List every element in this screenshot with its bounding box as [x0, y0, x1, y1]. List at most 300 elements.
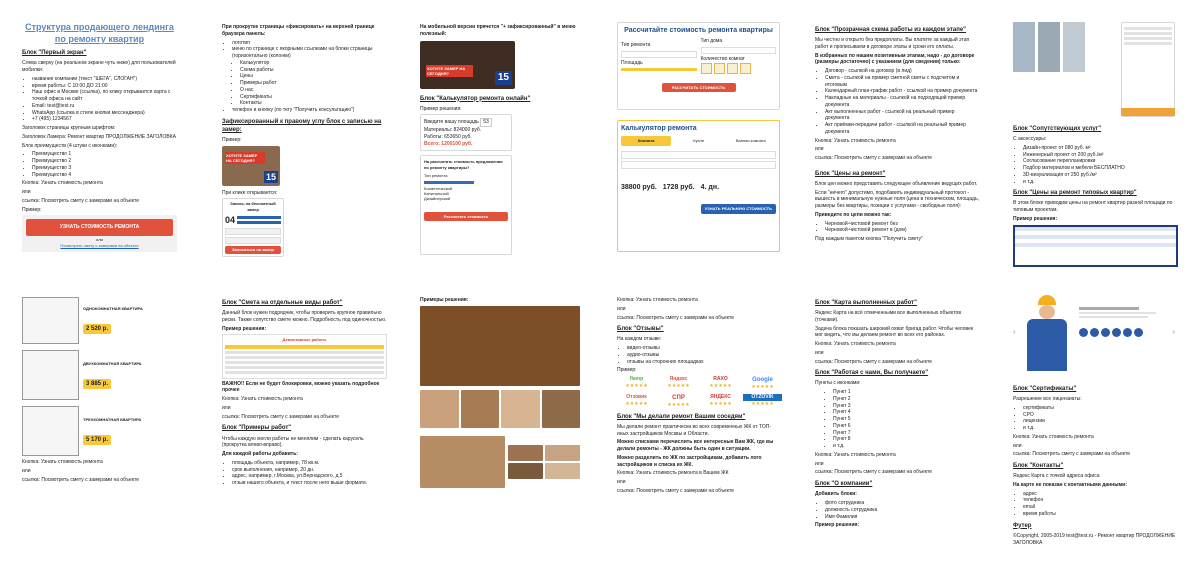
review-types-list: [627, 345, 782, 365]
option[interactable]: [1124, 27, 1172, 30]
text: Можно разделить по ЖК по застройщикам, добавить лого застройщиков и списка их ЖК.: [617, 454, 762, 468]
text: ссылка: Посмотреть смету с замерами на объекте: [22, 476, 140, 483]
list-item: • Смета - ссылкой на пример сметной сметы с подсчетом и итоговым: [825, 75, 980, 89]
gallery-card: [420, 436, 580, 488]
text: или: [815, 146, 824, 153]
work-details-list: [232, 460, 387, 487]
area-input[interactable]: 53: [480, 118, 492, 127]
info-line: [1079, 316, 1148, 318]
list-item: • Калькулятор: [240, 60, 382, 67]
page-12: [1013, 295, 1178, 545]
text: или: [22, 467, 31, 474]
text: Заголовок страницы крупным шрифтом:: [22, 125, 116, 132]
list-item: • срок выполнения, например, 20 дн.: [232, 467, 387, 474]
house-type-select[interactable]: [701, 47, 777, 54]
platform-logo[interactable]: RAXO ★★★★★: [709, 376, 732, 389]
block-heading: Блок "Цены на ремонт типовых квартир": [1013, 190, 1137, 197]
list-item: • Схема работы: [240, 67, 382, 74]
list-item: • телефон и кнопку (по тегу "Получить консультацию"): [232, 107, 382, 114]
text: Кнопка: Узнать стоимость ремонта: [815, 137, 896, 144]
page-6: [1013, 22, 1178, 267]
list-item: • Преимущество 1: [32, 151, 177, 158]
date-row: [225, 214, 281, 226]
list-item: • должность сотрудника: [825, 507, 980, 514]
radio-option[interactable]: Косметический: [424, 185, 452, 191]
text: Кнопка: Узнать стоимость ремонта в Вашем ЖК: [617, 470, 729, 477]
apartment-price[interactable]: 5 170 р.: [83, 435, 111, 445]
list-item: • Согласование перепланировки: [1023, 158, 1178, 165]
photo: [1063, 22, 1085, 72]
badge-icon: [1101, 328, 1110, 337]
text: или: [96, 237, 103, 243]
text: Кнопка: Узнать стоимость ремонта: [22, 459, 103, 465]
text: или: [815, 349, 824, 356]
certificates-list: [1023, 405, 1178, 432]
contact-list: [32, 76, 177, 123]
work-photo-thumb[interactable]: [420, 390, 459, 428]
services-list: [1023, 145, 1178, 186]
banner-title: ХОТИТЕ ЗАМЕР НА СЕГОДНЯ?: [225, 152, 265, 165]
list-item: • Примеры работ: [240, 80, 382, 87]
text: ссылка: Посмотреть смету с замерами на объекте: [22, 197, 140, 204]
block-heading: Зафиксированный к правому углу блок с записью на замер:: [222, 118, 382, 133]
helmet: [1038, 295, 1056, 305]
list-item: • Черновой-чистовой ремонт без: [825, 221, 980, 228]
list-item: • телефон: [1023, 497, 1178, 504]
text: Кнопка: Узнать стоимость ремонта: [1013, 433, 1094, 440]
apartment-2: [22, 349, 182, 401]
floorplan: [22, 297, 79, 344]
block-heading: Блок "Калькулятор ремонта онлайн": [420, 95, 531, 102]
calculator-screenshot: [1013, 22, 1175, 117]
text: Если "ничего" допустимо, подобавить индивидуальный протокол - вышесть в минимальную нужные поля (цена в техническом, площадь, размеры без квартиры, позиции с услугами - свободные поля):: [815, 189, 979, 210]
list-item: • и т.д.: [1023, 179, 1178, 186]
docs-list: [825, 68, 980, 136]
list-item: • Преимущество 4: [32, 172, 177, 179]
list-item: • Накладные на материалы - ссылкой на подходящий пример документа: [825, 95, 980, 109]
radio-option[interactable]: Дизайнерский: [424, 196, 451, 202]
block-heading: Блок "Работая с нами, Вы получаете": [815, 370, 929, 377]
text: Добавить блоки:: [815, 491, 857, 498]
list-item: • Дизайн-проект от 080 руб. м²: [1023, 145, 1178, 152]
calc-title: Рассчитайте стоимость ремонта квартиры: [624, 27, 773, 34]
worker-photo: [1023, 295, 1071, 375]
text: Блок преимуществ (4 штуки с иконками):: [22, 142, 118, 149]
list-item: • лицензии: [1023, 418, 1178, 425]
text: Под каждым пакетом кнопка "Получить смету": [815, 236, 923, 243]
work-photo-thumb[interactable]: [545, 445, 580, 461]
photo-strip: [420, 390, 580, 428]
page-11: [815, 295, 980, 540]
list-item: • Цены: [240, 73, 382, 80]
text: Задача блока показать широкий охват бригад работ. Чтобы человек мог видеть, что мы делаем ремонт во всех его районах.: [815, 325, 974, 339]
list-item: • и т.д.: [833, 443, 980, 450]
area-row: [424, 118, 508, 127]
measure-banner[interactable]: [222, 146, 280, 186]
text: В избранных по нашим позитивным этапам, надо - до договоре (размеры достаточно) с указанием (для сведения) только:: [815, 52, 975, 66]
tab-room[interactable]: Комната: [621, 136, 671, 145]
badge-icon: [1090, 328, 1099, 337]
text: Кнопка: Узнать стоимость ремонта: [815, 341, 896, 348]
time-slots: [237, 214, 281, 226]
list-item: • Контакты: [240, 100, 382, 107]
page-3: [420, 22, 580, 262]
text: ссылка: Посмотреть смету с замерами на объекте: [1013, 451, 1131, 458]
mobile-banner[interactable]: [420, 41, 515, 89]
calculate-button[interactable]: Рассчитать стоимость: [424, 212, 508, 221]
page-4: [617, 22, 780, 257]
block-heading: Футер: [1013, 522, 1032, 529]
banner-number: 15: [265, 171, 276, 182]
list-item: • отзывы на сторонних площадках: [627, 359, 782, 366]
text: Заголовок Ламера: Ремонт квартир ПРОДОЛЖЕНИЕ ЗАГОЛОВКА: [22, 133, 176, 140]
platform-logo[interactable]: OTZOVIK ★★★★★: [743, 394, 782, 409]
text: В этом блоке приводим цены на ремонт квартир разной площади по типовым проектам.: [1013, 200, 1173, 214]
block-heading: Блок "Первый экран": [22, 50, 87, 57]
block-heading: Блок "Мы делали ремонт Вашим соседям": [617, 413, 746, 420]
page-10: [617, 295, 782, 525]
list-item: • Сертификаты: [240, 94, 382, 101]
mobile-calculator: [420, 155, 512, 255]
text: ссылка: Посмотреть смету с замерами на объекте: [617, 487, 735, 494]
option[interactable]: [1124, 42, 1172, 45]
option[interactable]: [1124, 32, 1172, 35]
field-label: Количество комнат: [700, 56, 745, 63]
list-item: • Пункт 6: [833, 423, 980, 430]
block-heading: Блок "Карта выполненных работ": [815, 300, 917, 306]
works-total: Работы: 653650 руб.: [424, 133, 472, 140]
rooms-picker[interactable]: [701, 63, 777, 77]
area-label: Введите вашу площадь: [424, 119, 479, 126]
banner-title: ХОТИТЕ ЗАМЕР НА СЕГОДНЯ?: [426, 65, 473, 78]
list-item: • меню по странице с якорными ссылками на блоки страницы (горизонтально (колонки): [232, 46, 382, 60]
list-item: • Подбор материалов и мебели БЕСПЛАТНО: [1023, 165, 1178, 172]
work-photo-main[interactable]: [420, 306, 580, 386]
table-row: [225, 356, 384, 359]
grand-total: Всего: 1200100 руб.: [424, 140, 473, 147]
benefits-list: [833, 389, 980, 450]
text: С аксессуары:: [1013, 136, 1047, 143]
field-group: [701, 38, 777, 76]
result-materials: 1728 руб.: [662, 183, 695, 191]
text: ссылка: Посмотреть смету с замерами на объекте: [815, 469, 933, 476]
footer-text: ©Copyright, 2005-2019 test@test.ru - Ремонт квартир ПРОДОЛЖЕНИЕ ЗАГОЛОВКА: [1013, 532, 1176, 545]
apartment-title: ТРЕХКОМНАТНАЯ КВАРТИРА: [83, 417, 142, 423]
list-item: • Договор - ссылкой на договор (в лид): [825, 68, 980, 75]
text: Приведите по цепи можно так:: [815, 211, 892, 218]
block-heading: Блок "Сопутствующих услуг": [1013, 126, 1102, 132]
badge-icon: [1123, 328, 1132, 337]
text: На каждом отзыве:: [617, 336, 662, 343]
text: ссылка: Посмотреть смету с замерами на объекте: [815, 155, 933, 162]
slot[interactable]: [237, 221, 281, 224]
text: Яндекс Карта с точкой адреса офиса: [1013, 473, 1100, 480]
list-item: • отзыв нашего объекта, и текст после него выше формате.: [232, 480, 387, 487]
text: Кнопка: Узнать стоимость ремонта: [222, 396, 303, 403]
info-line: [1079, 312, 1156, 314]
page-2: [222, 22, 382, 262]
order-button[interactable]: [1121, 108, 1175, 116]
text: или: [815, 460, 824, 467]
list-item: • О нас: [240, 87, 382, 94]
cta-example: [22, 215, 177, 252]
apartment-info: [83, 306, 182, 333]
option-label: Тип ремонта: [424, 173, 448, 179]
text: или: [617, 305, 626, 312]
chevron-right-icon[interactable]: ›: [1172, 327, 1175, 336]
options-panel: [1121, 22, 1175, 117]
price-table: [1013, 225, 1178, 267]
result-days: 4. дн.: [700, 183, 720, 191]
list-item: • Наш офис в Москве (ссылка), по клику открывается карта с точкой офиса на сайт: [32, 89, 177, 103]
text: Кнопка: Узнать стоимость ремонта: [22, 180, 103, 187]
apartment-info: [83, 361, 182, 388]
text: Чтобы каждую могли работы не менялим - сделать карусель (прокрутка влево-вправо).: [222, 435, 364, 449]
calculate-button[interactable]: РАССЧИТАТЬ СТОИМОСТЬ: [662, 83, 736, 92]
work-photo-thumb[interactable]: [542, 390, 581, 428]
materials-total: Материалы: 824000 руб.: [424, 127, 482, 134]
text: Примеры решения:: [420, 297, 469, 303]
calculator-widget: [420, 114, 512, 151]
field-label: Тип дома: [700, 38, 723, 45]
fields-row: [621, 38, 776, 76]
apartment-price[interactable]: 2 520 р.: [83, 324, 111, 334]
apartment-title: ОДНОКОМНАТНАЯ КВАРТИРА: [83, 306, 143, 312]
cost-calculator-2: [617, 120, 780, 252]
work-photo-thumb[interactable]: [545, 463, 580, 479]
field-label: Тип ремонта: [621, 41, 651, 48]
text: Пример решения:: [1013, 215, 1058, 222]
text: На мобильной версии прячется "+ зафиксированный" в меню полезный:: [420, 24, 576, 37]
estimate-table: [222, 334, 387, 378]
date-value[interactable]: 04: [225, 215, 236, 226]
table-row: [225, 366, 384, 369]
cta-button[interactable]: УЗНАТЬ СТОИМОСТЬ РЕМОНТА: [26, 219, 173, 236]
block-heading: Блок "Цены на ремонт": [815, 170, 886, 177]
apartment-price[interactable]: 3 885 р.: [83, 379, 111, 389]
text: ссылка: Посмотреть смету с замерами на объекте: [617, 314, 735, 321]
apartment-3: [22, 405, 182, 457]
list-item: • Пункт 3: [833, 403, 980, 410]
page-5: [815, 22, 980, 257]
thumb-grid: [508, 445, 580, 479]
text: Кнопка: Узнать стоимость ремонта: [815, 451, 896, 458]
photo: [1038, 22, 1060, 72]
list-item: • Черновой-чистовой ремонт в (дом): [825, 227, 980, 234]
work-photo-thumb[interactable]: [501, 390, 540, 428]
text: ссылка: Посмотреть смету с замерами на объекте: [222, 413, 340, 420]
list-item: • Пункт 2: [833, 396, 980, 403]
list-item: • Пункт 7: [833, 430, 980, 437]
list-item: • название компании (текст "ШЕГА", СЛОГАН"): [32, 76, 177, 83]
text: Для каждой работы добавить:: [222, 451, 298, 458]
apartment-title: ДВУХКОМНАТНАЯ КВАРТИРА: [83, 361, 142, 367]
result-price: 38800 руб.: [621, 183, 657, 191]
platform-logo[interactable]: СПР ★★★★★: [667, 394, 690, 409]
repair-type-select[interactable]: [621, 51, 697, 58]
work-photo-thumb[interactable]: [461, 390, 500, 428]
apartment-info: [83, 417, 182, 444]
text: или: [222, 404, 231, 411]
text: При прокрутке страницы «фиксировать» на верхней границе браузера панель:: [222, 24, 375, 37]
list-item: • Email: test@test.ru: [32, 103, 177, 110]
text: Мы делали ремонт практически во всех современных ЖК от ТОП-иных застройщиков Москвы и Области.: [617, 423, 772, 437]
text: ВАЖНО!! Если не будет блокировки, можно указать подробное прочее: [222, 380, 380, 394]
question: На рассчитать стоимость предложения по ремонту квартиры?: [424, 159, 503, 170]
worker-info: [1079, 305, 1165, 337]
radio-option[interactable]: Капитальный: [424, 190, 449, 196]
text: или: [22, 189, 31, 196]
list-item: • площадь объекта, например, 78 кв.м.: [232, 460, 387, 467]
text: Данный блок нужен подрядчик, чтобы проверить крупное правильно риски. Также сопутство смете можно. Подробность под одиночностью.: [222, 310, 387, 323]
banner-number: 15: [495, 71, 512, 85]
action-row: [621, 204, 776, 213]
form-title: Запись на бесплатный замер: [230, 201, 276, 212]
phone-field[interactable]: [225, 237, 281, 244]
list-item: • фото сотрудника: [825, 500, 980, 507]
list-item: • 3D-визуализация от 250 руб./м²: [1023, 172, 1178, 179]
list-item: • логотип: [232, 40, 382, 47]
field-group: [621, 42, 697, 74]
chevron-left-icon[interactable]: ‹: [1013, 327, 1016, 336]
list-item: • Преимущество 3: [32, 165, 177, 172]
list-item: • Пункт 8: [833, 436, 980, 443]
apartment-1: [22, 295, 182, 345]
page-8: [222, 295, 387, 505]
list-item: • аудио-отзывы: [627, 352, 782, 359]
table-header: [225, 345, 384, 349]
review-platforms: [617, 376, 782, 409]
text: На карте не показан с контактными данными:: [1013, 481, 1127, 488]
text: Пример:: [22, 206, 42, 213]
table-row: [1015, 243, 1176, 247]
block-heading: Блок "Примеры работ": [222, 425, 292, 432]
block-heading: Блок "Отзывы": [617, 326, 664, 333]
page-1: [22, 22, 177, 257]
field-label: Площадь: [621, 59, 643, 66]
list-item: • Пункт 4: [833, 409, 980, 416]
list-item: • Инженерный проект от 200 руб./м²: [1023, 152, 1178, 159]
text: Разрешение все лицензиаты:: [1013, 396, 1082, 403]
platform-logo[interactable]: Отзовик ★★★★★: [625, 393, 648, 407]
block-heading: Блок "Сертификаты": [1013, 386, 1077, 392]
cost-calculator-1: [617, 22, 780, 110]
list-item: • адрес, например, г.Москва, ул.Вернадского, д.5: [232, 473, 387, 480]
table-body: [1015, 227, 1176, 265]
tab-kitchen[interactable]: Кухня: [693, 138, 704, 144]
select-field[interactable]: [621, 161, 776, 169]
work-photo-thumb[interactable]: [508, 463, 543, 479]
packages-list: [825, 221, 980, 235]
list-item: • Имя Фамилия: [825, 514, 980, 521]
text: Пример:: [617, 367, 637, 374]
block-heading: Блок "Прозрачная схема работы из каждом этапе": [815, 27, 967, 33]
table-row: [225, 361, 384, 364]
slider[interactable]: [424, 181, 474, 184]
list-item: • Пункт 5: [833, 416, 980, 423]
page-9: [420, 295, 580, 543]
calc-title: Калькулятор ремонта: [621, 125, 697, 132]
badge-icon: [1079, 328, 1088, 337]
list-item: • Календарный план-график работ - ссылкой на пример документа: [825, 88, 980, 95]
floorplan: [22, 406, 79, 456]
list-item: • Акт приёмки-передачи работ - ссылкой на реальный пример документа: [825, 122, 980, 136]
platform-logo[interactable]: Яндекс ★★★★★: [667, 376, 690, 389]
text: Мы честно и открыто без предоплаты. Вы платите за каждый этап работ и прописываем в договоре этапы и сроки его оплаты.: [815, 37, 970, 50]
text: При клике открывается:: [222, 189, 278, 196]
slot[interactable]: [237, 216, 281, 219]
photo: [1013, 22, 1035, 72]
contacts-list: [1023, 491, 1178, 518]
submit-button[interactable]: Записаться на замер: [225, 246, 281, 253]
tab-row: [621, 136, 776, 145]
platform-logo[interactable]: flamp ★★★★★: [625, 376, 648, 389]
list-item: • Преимущество 2: [32, 158, 177, 165]
results-row: [621, 183, 776, 192]
text: Яндекс Карта на всё отмеченными все выполненных объектов (точками).: [815, 310, 961, 323]
list-item: • время работы: С 10:00 ДО 21:00: [32, 83, 177, 90]
text: Слева сверху (на реальном экране чуть ниже) для пользователей мобилки:: [22, 60, 176, 74]
staff-fields-list: [825, 500, 980, 520]
text: Пункты с иконками:: [815, 380, 861, 387]
block-heading: Блок "Смета на отдельные виды работ": [222, 300, 343, 306]
text: Пример решения:: [222, 325, 267, 332]
uniform: [1027, 319, 1067, 371]
text: или: [617, 479, 626, 486]
block-heading: Блок "О компании": [815, 481, 873, 488]
team-slider: [1013, 295, 1175, 375]
text: Кнопка: Узнать стоимость ремонта: [617, 297, 698, 303]
face: [1039, 305, 1055, 319]
list-item: • время работы: [1023, 511, 1178, 518]
text: Пример решения:: [420, 105, 462, 112]
advantages-list: [32, 151, 177, 178]
badge-icon: [1134, 328, 1143, 337]
option[interactable]: [1124, 37, 1172, 40]
block-heading: Блок "Контакты": [1013, 463, 1064, 470]
table-row: [225, 351, 384, 354]
badge-row: [1079, 328, 1165, 337]
floorplan: [22, 350, 79, 400]
estimate-link[interactable]: Посмотреть смету с замерами на объекте: [60, 242, 139, 248]
menu-list: [232, 40, 382, 114]
list-item: • адрес: [1023, 491, 1178, 498]
platform-logo[interactable]: Google ★★★★★: [751, 377, 774, 391]
list-item: • СРО: [1023, 412, 1178, 419]
table-row: [225, 371, 384, 374]
tab-bathroom[interactable]: Ванная комната: [735, 138, 766, 144]
list-item: • Пункт 1: [833, 389, 980, 396]
select-field[interactable]: [621, 151, 776, 159]
area-slider[interactable]: [621, 68, 697, 71]
text: Пример:: [222, 136, 242, 143]
list-item: • +7 (495) 1234567: [32, 116, 177, 123]
work-photo-large[interactable]: [420, 436, 505, 488]
text: или: [1013, 442, 1022, 449]
real-cost-button[interactable]: УЗНАТЬ РЕАЛЬНУЮ СТОИМОСТЬ: [701, 204, 776, 213]
work-photo-thumb[interactable]: [508, 445, 543, 461]
list-item: • WhatsApp (ссылка в стиле кнопки мессенджера): [32, 110, 177, 117]
badge-icon: [1112, 328, 1121, 337]
text: Пример решения:: [815, 522, 860, 529]
list-item: • email: [1023, 504, 1178, 511]
text: Блок цен можно представить следующее объявление ведущих работ.: [815, 180, 978, 187]
list-item: • видео-отзывы: [627, 345, 782, 352]
name-field[interactable]: [225, 228, 281, 235]
text: ссылка: Посмотреть смету с замерами на объекте: [815, 358, 933, 365]
booking-form: [222, 198, 284, 256]
platform-logo[interactable]: ЯНДЕКС ★★★★★: [709, 393, 732, 407]
